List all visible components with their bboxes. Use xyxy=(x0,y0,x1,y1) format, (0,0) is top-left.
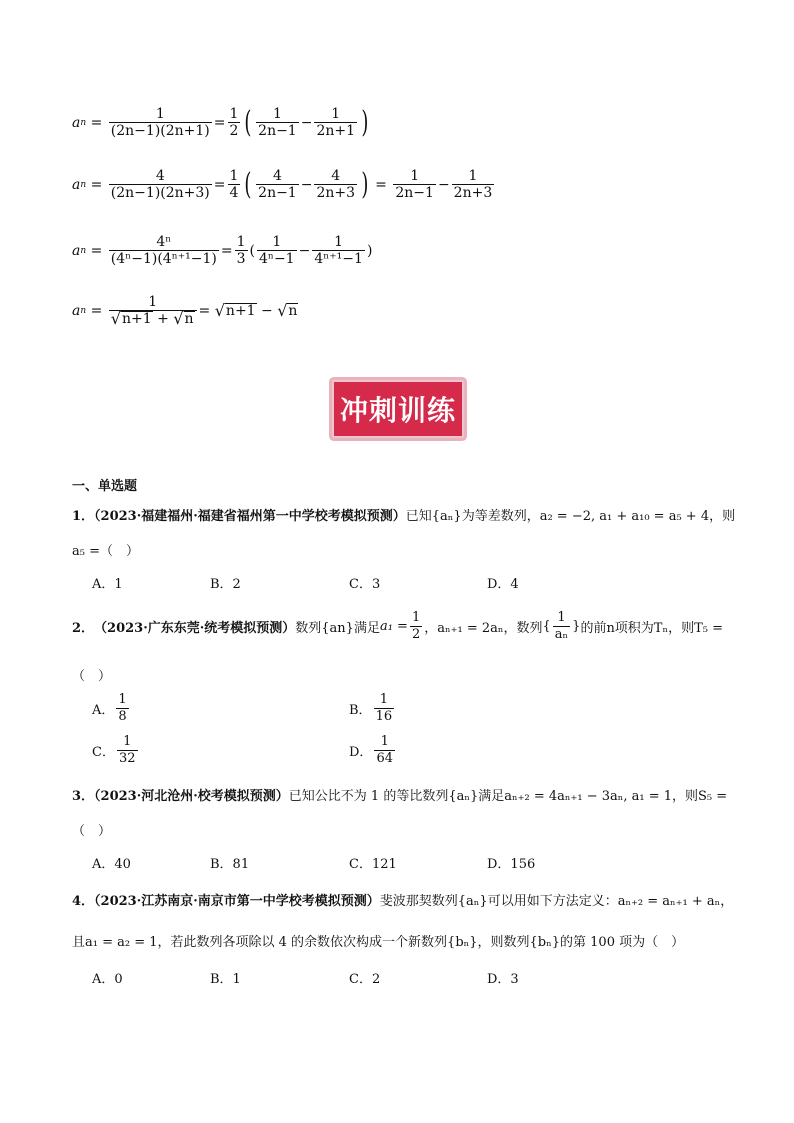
q2-option-a[interactable]: A． $\frac{1}{8}$ xyxy=(92,692,127,724)
q3-option-d[interactable]: D．156 xyxy=(487,857,536,872)
question-2-stem2: （ ） xyxy=(72,669,112,684)
formula-3: a n = $\frac{\text{4ⁿ}}{\text{(4ⁿ−1)(4ⁿ⁺¹−1)}}$ = $\frac{1}{3}$ ( $\frac{1}{\text{4ⁿ−1}}$ − $\frac{1}{\text{4ⁿ⁺¹−1}}$ ) xyxy=(72,234,373,267)
question-3-stem2: （ ） xyxy=(72,824,112,839)
q3-option-c[interactable]: C．121 xyxy=(349,857,397,872)
question-3-stem: 已知公比不为 1 的等比数列{aₙ}满足aₙ₊₂ = 4aₙ₊₁ − 3aₙ, a₁ = 1，则S₅ = xyxy=(288,789,728,804)
question-3-source: （2023·河北沧州·校考模拟预测） xyxy=(94,789,289,804)
q1-option-d[interactable]: D．4 xyxy=(487,577,519,592)
question-4-stem: 斐波那契数列{aₙ}可以用如下方法定义：aₙ₊₂ = aₙ₊₁ + aₙ， xyxy=(379,894,734,909)
q1-option-a[interactable]: A．1 xyxy=(92,577,123,592)
q4-option-c[interactable]: C．2 xyxy=(349,972,381,987)
section-title: 一、单选题 xyxy=(72,479,138,494)
formula-4: a n = 1 √ n+1 + √ n = √ n+1 − √ n xyxy=(72,294,298,328)
q3-option-a[interactable]: A．40 xyxy=(92,857,131,872)
question-4: 4．（2023·江苏南京·南京市第一中学校考模拟预测）斐波那契数列{aₙ}可以用如下方法定义：aₙ₊₂ = aₙ₊₁ + aₙ， xyxy=(72,894,734,909)
question-1: 1．（2023·福建福州·福建省福州第一中学校考模拟预测）已知{aₙ}为等差数列，a₂ = −2, a₁ + a₁₀ = a₅ + 4，则 xyxy=(72,509,736,524)
question-4-source: （2023·江苏南京·南京市第一中学校考模拟预测） xyxy=(94,894,380,909)
q4-option-b[interactable]: B．1 xyxy=(210,972,241,987)
question-4-stem2: 且a₁ = a₂ = 1，若此数列各项除以 4 的余数依次构成一个新数列{bₙ}，则数列{bₙ}的第 100 项为（ ） xyxy=(72,935,685,950)
q1-option-b[interactable]: B．2 xyxy=(210,577,241,592)
formula-1-lhs: a xyxy=(72,114,81,131)
q4-option-d[interactable]: D．3 xyxy=(487,972,519,987)
q1-option-c[interactable]: C．3 xyxy=(349,577,381,592)
q3-option-b[interactable]: B．81 xyxy=(210,857,250,872)
question-2-source: （2023·广东东莞·统考模拟预测） xyxy=(94,621,296,636)
formula-1: a n = $\frac{1}{(2n-1)(2n+1)}$ = $\frac{1}{2}$ ( $\frac{1}{2n-1}$ − $\frac{1}{2n+1}$ ) xyxy=(72,104,369,140)
banner-title: 冲刺训练 xyxy=(339,394,456,427)
q4-option-a[interactable]: A．0 xyxy=(92,972,123,987)
question-2: 2． （2023·广东东莞·统考模拟预测） 数列{an}满足 a₁ = $\frac{1}{2}$ ，aₙ₊₁ = 2aₙ，数列 { $\frac{1}{\text{aₙ}}$ } 的前n项积为Tₙ，则T₅ = xyxy=(72,610,724,642)
question-1-source: （2023·福建福州·福建省福州第一中学校考模拟预测） xyxy=(94,509,406,524)
banner xyxy=(332,380,464,438)
formula-2: a n = $\frac{4}{(2n-1)(2n+3)}$ = $\frac{1}{4}$ ( $\frac{4}{2n-1}$ − $\frac{4}{2n+3}$ ) = $\frac{1}{2n-1}$ − $\frac{1}{2n+3}$ xyxy=(72,166,493,202)
q2-option-d[interactable]: D． $\frac{1}{64}$ xyxy=(349,734,393,766)
question-3: 3．（2023·河北沧州·校考模拟预测）已知公比不为 1 的等比数列{aₙ}满足aₙ₊₂ = 4aₙ₊₁ − 3aₙ, a₁ = 1，则S₅ = xyxy=(72,789,728,804)
question-1-stem: 已知{aₙ}为等差数列，a₂ = −2, a₁ + a₁₀ = a₅ + 4，则 xyxy=(405,509,736,524)
question-1-stem2: a₅ =（ ） xyxy=(72,544,139,559)
q2-option-c[interactable]: C． $\frac{1}{32}$ xyxy=(92,734,136,766)
q2-option-b[interactable]: B． $\frac{1}{16}$ xyxy=(349,692,393,724)
